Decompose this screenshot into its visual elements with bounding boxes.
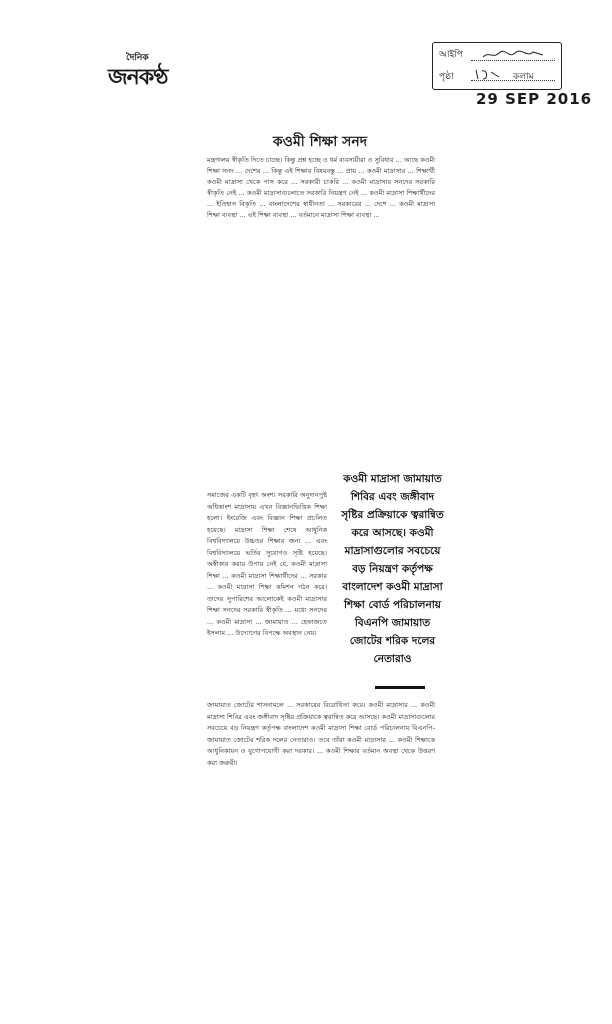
article-headline: কওমী শিক্ষা সনদ — [272, 134, 368, 150]
pull-quote: কওমী মাদ্রাসা জামায়াত শিবির এবং জঙ্গীবাদ সৃষ্টির প্রক্রিয়াকে ত্বরান্বিত করে আসছে। কওমী মাদ্রাসাগুলোর সবচেয়ে বড় নিয়ন্ত্রণ কর্তৃপক্ষ বাংলাদেশ কওমী মাদ্রাসা শিক্ষা বোর্ড পরিচালনায় বিএনপি জামায়াত জোটের শরিক দলের নেতারাও — [341, 473, 444, 665]
stamp-line2-value: কলাম — [513, 72, 534, 82]
clipping-stamp — [432, 42, 562, 90]
newspaper-masthead — [104, 50, 214, 98]
stamp-line2-label: পৃষ্ঠা — [439, 72, 454, 82]
article-body-top: মন্ত্রণালয় স্বীকৃতি দিতে চাচ্ছে। কিন্তু প্রশ্ন হচ্ছে ও ধর্ম ব্যবসায়ীরা ও সুবিধার ... আছে কওমী শিক্ষা সনদ ... দেশের ... কিন্তু এই শিক্ষার বিষয়বস্তু ... প্রায় ... কওমী মাদ্রাসার ... শিক্ষার্থী কওমী মাদ্রাসা থেকে পাস করে ... সরকারী চাকরি ... কওমী মাদ্রাসার সনদের সরকারি স্বীকৃতি নেই ... কওমী মাদ্রাসাগুলোতে সরকারি নিয়ন্ত্রণ নেই ... কওমী মাদ্রাসা শিক্ষার্থীদের ... ইতিহাস বিকৃতি ... বাংলাদেশের স্বাধীনতা ... সরকারের ... দেশে ... কওমী মাদ্রাসা শিক্ষা ব্যবস্থা ... এই শিক্ষা ব্যবস্থা ... বর্তমানে মাদ্রাসা শিক্ষা ব্যবস্থা ... — [207, 156, 435, 219]
stamp-handwriting-icon — [481, 49, 545, 61]
date-stamp: 29 SEP 2016 — [476, 90, 593, 108]
pull-quote-rule — [375, 686, 425, 689]
article-body-bottom: জামায়াত জোটের শাসনামলে ... সরকারের বিরোধিতা করে। কওমী মাদ্রাসার ... কওমী মাদ্রাসা শিবির এবং জঙ্গীবাদ সৃষ্টির প্রক্রিয়াকে ত্বরান্বিত করে আসছে। কওমী মাদ্রাসাগুলোর সবচেয়ে বড় নিয়ন্ত্রণ কর্তৃপক্ষ বাংলাদেশ কওমী মাদ্রাসা শিক্ষা বোর্ড পরিচালনায় বিএনপি-জামায়াত জোটের শরিক দলের নেতারাও। তবে তাঁরা কওমী মাদ্রাসার ... কওমী শিক্ষাকে আধুনিকায়ন ও যুগোপযোগী করা দরকার। ... কওমী শিক্ষার বর্তমান অবস্থা থেকে উত্তরণ করা জরুরী। — [207, 701, 435, 767]
article-body-left-column: সমাজের একটি বৃহৎ অংশ। সরকারি অনুদানপুষ্ট অধিকাংশ মাদ্রাসায় এখন বিজ্ঞানভিত্তিক শিক্ষা হলো। ইংরেজি এবং বিজ্ঞান শিক্ষা প্রচলিত হয়েছে। মাদ্রাসা শিক্ষা শেষে আধুনিক বিশ্ববিদ্যালয়ে উচ্চতর শিক্ষার জন্য ... এবং বিশ্ববিদ্যালয়ে ভর্তির সুযোগও সৃষ্টি হয়েছে। অস্বীকার করার উপায় নেই যে, কওমী মাদ্রাসা শিক্ষা ... কওমী মাদ্রাসা শিক্ষার্থীদের ... সরকার ... কওমী মাদ্রাসা শিক্ষা কমিশন গঠন করে। তাদের সুপারিশের আলোকেই কওমী মাদ্রাসার শিক্ষা সনদের সরকারি স্বীকৃতি ... মধ্যে সনদের ... কওমী মাদ্রাসা ... জামায়াত ... হেফাজতে ইসলাম ... উদ্যোগের বিপক্ষে অবস্থান নেয়। — [207, 491, 327, 637]
masthead-name: জনকণ্ঠ — [108, 65, 168, 90]
masthead-daily-label: দৈনিক — [126, 53, 149, 63]
stamp-line1-label: আইপি — [439, 50, 463, 60]
stamp-page-handwriting-icon — [473, 67, 503, 81]
stamp-line2-dots — [471, 80, 555, 81]
